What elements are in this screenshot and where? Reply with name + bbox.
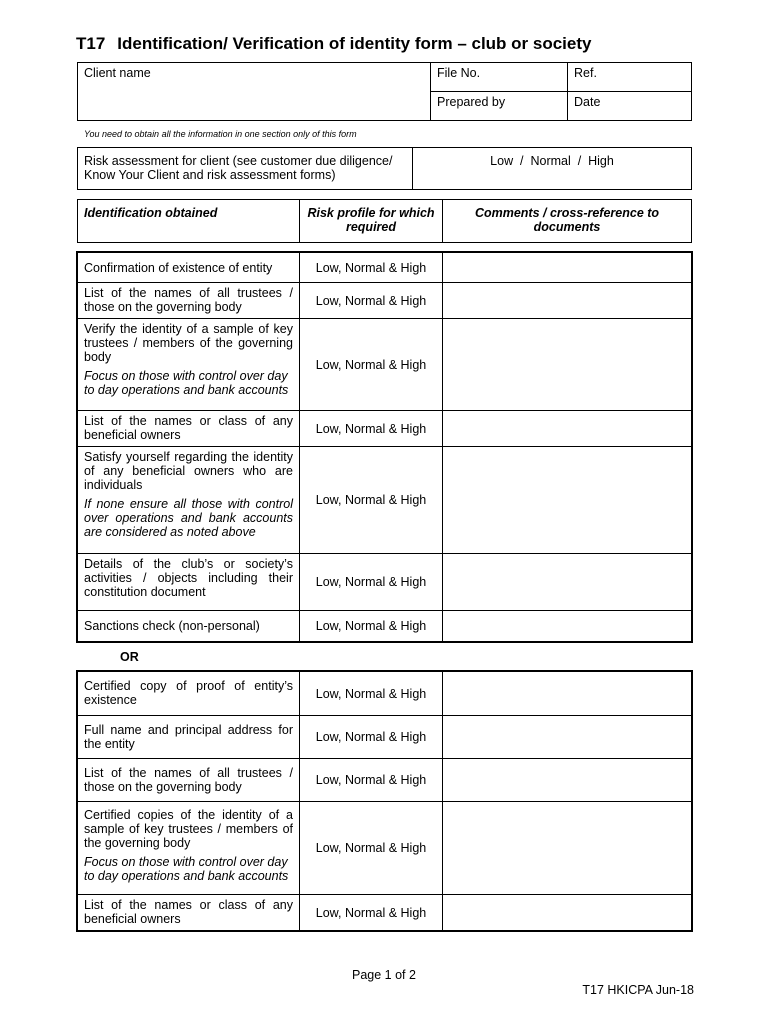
ref-field[interactable] <box>568 63 692 92</box>
comments-cell[interactable] <box>443 611 692 642</box>
comments-cell[interactable] <box>443 895 692 931</box>
requirement-text: Sanctions check (non-personal) <box>78 611 300 642</box>
table-row <box>78 716 692 759</box>
requirement-cell <box>78 802 300 895</box>
form-title-text: Identification/ Verification of identity form – club or society <box>117 34 592 53</box>
requirement-text: List of the names or class of any beneficial owners <box>78 411 300 447</box>
risk-profile-value: Low, Normal & High <box>300 611 443 642</box>
column-header-table <box>77 199 692 243</box>
page-number: Page 1 of 2 <box>352 968 416 982</box>
risk-assessment-label: Risk assessment for client (see customer due diligence/ Know Your Client and risk assessment forms) <box>78 148 413 190</box>
risk-profile-value: Low, Normal & High <box>300 716 443 759</box>
risk-profile-value: Low, Normal & High <box>300 554 443 611</box>
form-code: T17 <box>76 34 106 53</box>
client-info-table <box>77 62 692 121</box>
table-row <box>78 672 692 716</box>
prepared-by-field[interactable] <box>431 92 568 121</box>
date-field[interactable] <box>568 92 692 121</box>
risk-profile-value: Low, Normal & High <box>300 802 443 895</box>
requirement-text: Verify the identity of a sample of key trustees / members of the governing body <box>84 322 293 364</box>
requirement-note: Focus on those with control over day to day operations and bank accounts <box>84 369 289 397</box>
table-row <box>78 447 692 554</box>
comments-cell[interactable] <box>443 759 692 802</box>
requirement-note: If none ensure all those with control over operations and bank accounts are considered as noted above <box>84 497 293 539</box>
risk-profile-value: Low, Normal & High <box>300 447 443 554</box>
risk-profile-value: Low, Normal & High <box>300 672 443 716</box>
table-row <box>78 283 692 319</box>
requirement-text: Certified copies of the identity of a sample of key trustees / members of the governing body <box>84 808 293 850</box>
section-2-table <box>77 671 692 931</box>
prepared-by-label: Prepared by <box>437 95 506 109</box>
risk-profile-value: Low, Normal & High <box>300 253 443 283</box>
comments-cell[interactable] <box>443 716 692 759</box>
comments-cell[interactable] <box>443 283 692 319</box>
risk-assessment-options[interactable]: Low / Normal / High <box>413 148 692 190</box>
requirement-text: List of the names of all trustees / those on the governing body <box>78 283 300 319</box>
table-row <box>78 319 692 411</box>
table-row <box>78 759 692 802</box>
risk-profile-value: Low, Normal & High <box>300 895 443 931</box>
requirement-text: List of the names of all trustees / those on the governing body <box>78 759 300 802</box>
requirement-cell <box>78 319 300 411</box>
requirement-text: Full name and principal address for the entity <box>78 716 300 759</box>
comments-cell[interactable] <box>443 411 692 447</box>
ref-label: Ref. <box>574 66 597 80</box>
risk-profile-value: Low, Normal & High <box>300 319 443 411</box>
comments-cell[interactable] <box>443 802 692 895</box>
table-row <box>78 554 692 611</box>
table-row <box>78 611 692 642</box>
file-no-field[interactable] <box>431 63 568 92</box>
comments-cell[interactable] <box>443 554 692 611</box>
table-row <box>78 253 692 283</box>
requirement-text: Confirmation of existence of entity <box>78 253 300 283</box>
table-row <box>78 895 692 931</box>
client-name-field[interactable] <box>78 63 431 121</box>
requirement-text: Details of the club’s or society’s activities / objects including their constitution document <box>78 554 300 611</box>
table-row <box>78 802 692 895</box>
col-comments-header: Comments / cross-reference to documents <box>443 200 692 243</box>
section-1-table <box>77 252 692 642</box>
file-no-label: File No. <box>437 66 481 80</box>
requirement-text: Satisfy yourself regarding the identity of any beneficial owners who are individuals <box>84 450 293 492</box>
comments-cell[interactable] <box>443 447 692 554</box>
or-separator: OR <box>120 650 139 664</box>
comments-cell[interactable] <box>443 672 692 716</box>
requirement-note: Focus on those with control over day to day operations and bank accounts <box>84 855 289 883</box>
requirement-text: Certified copy of proof of entity’s existence <box>78 672 300 716</box>
risk-profile-value: Low, Normal & High <box>300 283 443 319</box>
risk-assessment-table <box>77 147 692 190</box>
date-label: Date <box>574 95 601 109</box>
comments-cell[interactable] <box>443 319 692 411</box>
col-identification-header: Identification obtained <box>78 200 300 243</box>
table-row <box>78 411 692 447</box>
risk-profile-value: Low, Normal & High <box>300 411 443 447</box>
requirement-cell <box>78 447 300 554</box>
risk-profile-value: Low, Normal & High <box>300 759 443 802</box>
requirement-text: List of the names or class of any beneficial owners <box>78 895 300 931</box>
client-name-label: Client name <box>84 66 151 80</box>
document-reference: T17 HKICPA Jun-18 <box>582 983 694 997</box>
instruction-note: You need to obtain all the information in one section only of this form <box>84 129 357 139</box>
comments-cell[interactable] <box>443 253 692 283</box>
col-risk-profile-header: Risk profile for which required <box>300 200 443 243</box>
form-title <box>76 34 591 54</box>
